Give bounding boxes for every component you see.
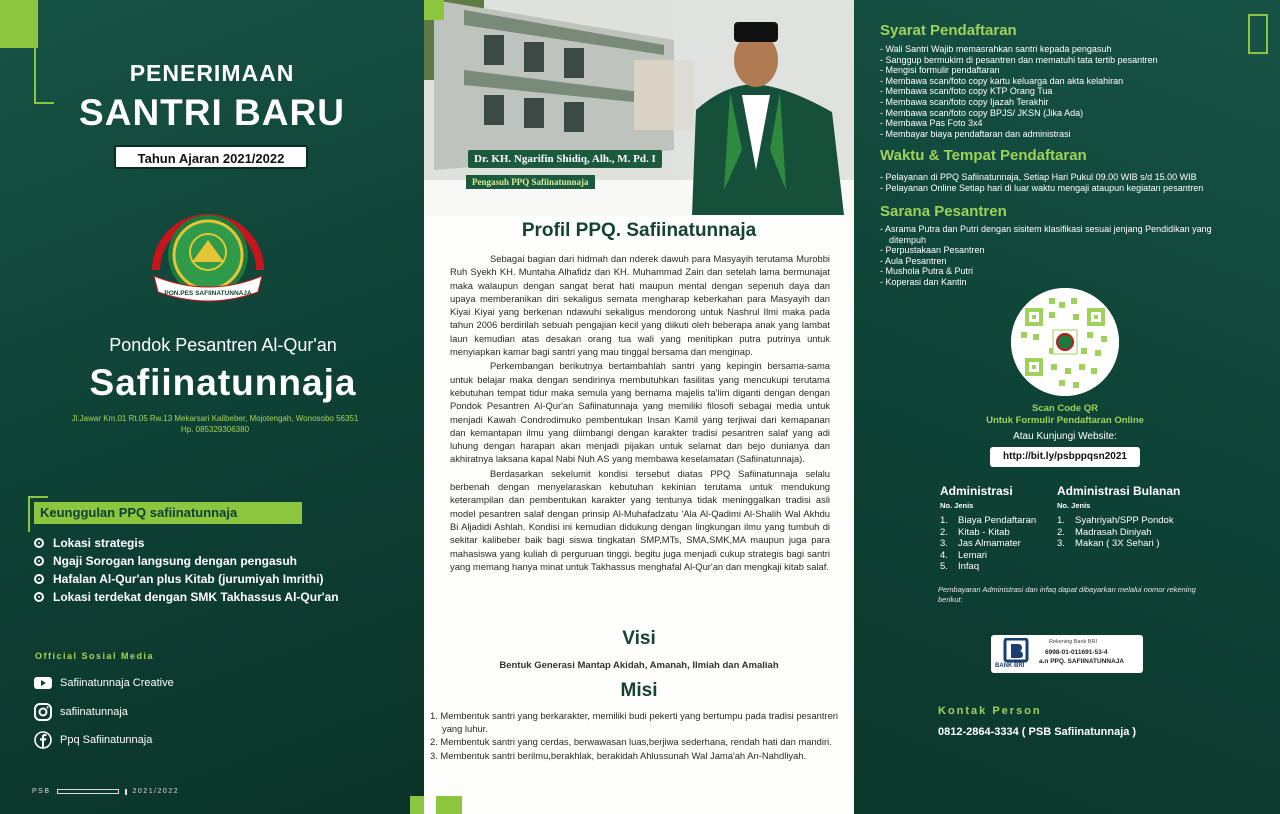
waktu-list xyxy=(880,172,1203,193)
monthly-header: No. Jenis xyxy=(1057,501,1091,510)
admin-item: 4. Lemari xyxy=(940,549,988,561)
bank-card xyxy=(991,635,1143,673)
misi-list xyxy=(430,709,854,762)
scan-instruction: Scan Code QR Untuk Formulir Pendaftaran Online xyxy=(986,403,1144,426)
admin-item: 5. Infaq xyxy=(940,561,980,573)
bank-label: Rekening Bank BRI xyxy=(1049,639,1097,645)
website-label: Atau Kunjungi Website: xyxy=(1013,431,1117,442)
monthly-item: 1. Syahriyah/SPP Pondok xyxy=(1057,515,1174,526)
person-name: Dr. KH. Ngarifin Shidiq, Alh., M. Pd. I xyxy=(468,150,662,168)
monthly-item: 2. Madrasah Diniyah xyxy=(1057,526,1152,538)
profile-paragraph: Berdasarkan sekelumit kondisi tersebut diatas PPQ Safiinatunnaja selalu berbenah dengan menyelaraskan kebutuhan kekinian terutama untuk mendukung keterampilan dan pembentukan karakter yang tentunya tidak meninggalkan tradisi asli model pesantren salaf dengan prinsip Al-Muhafadzatu 'Ala Al-Qadimi Al-Shalih Wal Akhdu Bi Aljadidi Ashlah. Kondisi ini kemudian didukung dengan lingkungan ilmu yang tumbuh di sekitar kalibeber baik bagi siswa tingkatan SMP,MTs, SMA,SMK,MA maupun juga para mahasiswa yang kuliah di perguruan tinggi. begitu juga menjadi cukup strategis bagi santri yang memang hanya minat untuk Takhassus menghafal Al-Qur'an dan mengkaji kitab salaf. xyxy=(450,467,830,572)
syarat-title: Syarat Pendaftaran xyxy=(880,22,1017,39)
person-role: Pengasuh PPQ Safiinatunnaja xyxy=(466,175,595,189)
facebook-icon xyxy=(34,731,52,749)
sarana-item: - Koperasi dan Kantin xyxy=(880,276,967,287)
advantage-item: Lokasi strategis xyxy=(34,536,339,550)
syarat-item: - Membayar biaya pendaftaran dan administrasi xyxy=(880,128,1071,139)
academic-year-badge: Tahun Ajaran 2021/2022 xyxy=(114,145,308,169)
left-panel xyxy=(0,0,424,814)
monthly-item: 3. Makan ( 3X Sehari ) xyxy=(1057,538,1160,550)
misi-item: 3. Membentuk santri berilmu,berakhlak, berakidah Ahlussunah Wal Jama'ah An-Nahdliyah. xyxy=(430,749,807,761)
sarana-item: - Mushola Putra & Putri xyxy=(880,266,974,277)
syarat-item: - Wali Santri Wajib memasrahkan santri kepada pengasuh xyxy=(880,44,1112,54)
bank-logo-icon xyxy=(999,638,1039,666)
syarat-item: - Membawa Pas Foto 3x4 xyxy=(880,118,983,129)
visi-title: Visi xyxy=(622,628,656,649)
waktu-title: Waktu & Tempat Pendaftaran xyxy=(880,147,1087,164)
corner-accent xyxy=(424,0,444,20)
monthly-list xyxy=(1057,515,1174,550)
profile-paragraph: Perkembangan berikutnya bertambahlah santri yang kepingin bersama-sama untuk belajar maka dengan sendirinya membutuhkan fasilitas yang mencukupi terutama kebutuhan tempat tidur maka semula yang bernama majelis ta'lim diganti dengan dengan Pondok Pesantren Al-Qur'an Safiinatunnaja yang memiliki filosofi sebagai media untuk menjadi Kawah Condrodimuko pembentukan Insan Kamil yang terjiwai dari kemapanan dan kemantapan ilmu yang diimbangi dengan karakter tradisi pesantren salaf yang adi luhung dengan harapan akan menjadi pijakan untuk selamat dan bejo dunianya dan akhiratnya laksana kapal Nabi Nuh AS yang membawa keselamatan (Safiinatunnaja). xyxy=(450,360,830,465)
syarat-item: - Sanggup bermukim di pesantren dan mematuhi tata tertib pesantren xyxy=(880,54,1158,65)
profile-paragraph: Sebagai bagian dari hidmah dan nderek dawuh para Masyayih terutama Murobbi Ruh Syekh KH. Muntaha Alhafidz dan KH. Muhammad Zain dan setelah lama bermunajat maka walaupun dengan sangat berat hati maupun mental dengan sepenuh daya dan upaya memberanikan diri sekaligus semata mengharap keberkahan para Masyayih dan Kiyai Kiyai yang berkenan ndawuhi sekaligus mendorong untuk Nashrul Ilmi maka pada tahun 2006 berdirilah sebuah pengajian kecil yang diikuti oleh beberapa anak yang lambat laun kemudian atas desakan orang tua wali yang menitipkan putra putrinya untuk menyiapkan kamar bagi santri yang mau tinggal bersama dan menginap. xyxy=(450,253,830,358)
bullet-icon xyxy=(34,592,44,602)
corner-line xyxy=(1248,14,1268,54)
corner-accent xyxy=(0,0,38,48)
instagram-icon xyxy=(34,703,52,721)
youtube-icon xyxy=(34,676,52,690)
website-link[interactable]: http://bit.ly/psbppqsn2021 xyxy=(990,447,1140,467)
sarana-title: Sarana Pesantren xyxy=(880,203,1007,220)
bank-name: BANK BRI xyxy=(995,663,1025,669)
waktu-item: - Pelayanan di PPQ Safiinatunnaja, Setiap Hari Pukul 09.00 WIB s/d 15.00 WIB xyxy=(880,172,1197,182)
bullet-icon xyxy=(34,538,44,548)
bank-owner: a.n PPQ. SAFIINATUNNAJA xyxy=(1039,658,1125,665)
social-title: Official Sosial Media xyxy=(35,651,155,661)
syarat-list xyxy=(880,44,1158,139)
syarat-item: - Membawa scan/foto copy Ijazah Terakhir xyxy=(880,96,1049,107)
admin-header: No. Jenis xyxy=(940,501,974,510)
social-facebook[interactable]: Ppq Safiinatunnaja xyxy=(34,731,152,749)
social-youtube[interactable]: Safiinatunnaja Creative xyxy=(34,676,174,690)
admin-item: 1. Biaya Pendaftaran xyxy=(940,515,1037,526)
bullet-icon xyxy=(34,556,44,566)
advantages-list xyxy=(34,536,339,608)
advantage-item: Hafalan Al-Qur'an plus Kitab (jurumiyah Imrithi) xyxy=(34,572,339,586)
syarat-item: - Mengisi formulir pendaftaran xyxy=(880,65,1000,76)
social-instagram[interactable]: safiinatunnaja xyxy=(34,703,128,721)
footer-note: PSB 2021/2022 xyxy=(32,788,180,795)
misi-title: Misi xyxy=(620,680,658,701)
bank-account: 6998-01-011691-53-4 xyxy=(1045,649,1108,656)
waktu-item: - Pelayanan Online Setiap hari di luar waktu mengaji ataupun kegiatan pesantren xyxy=(880,182,1204,193)
admin-title: Administrasi xyxy=(940,484,1013,498)
contact-title: Kontak Person xyxy=(938,705,1042,717)
sarana-item: - Asrama Putra dan Putri dengan sisitem klasifikasi sesuai jenjang Pendidikan yang ditempuh xyxy=(880,224,1212,245)
right-panel xyxy=(854,0,1280,814)
advantages-title: Keunggulan PPQ safiinatunnaja xyxy=(34,502,302,524)
profile-text xyxy=(450,252,830,574)
visi-text: Bentuk Generasi Mantap Akidah, Amanah, Ilmiah dan Amaliah xyxy=(499,660,779,671)
payment-note: Pembayaran Administrasi dan infaq dapat dibayarkan melalui nomor rekening berikut: xyxy=(938,585,1196,604)
middle-panel xyxy=(424,0,854,814)
qr-code[interactable] xyxy=(1011,288,1119,396)
misi-item: 2. Membentuk santri yang cerdas, berwawasan luas,berjiwa sederhana, rendah hati dan mandiri. xyxy=(430,736,832,748)
sarana-item: - Perpustakaan Pesantren xyxy=(880,245,985,256)
sarana-list xyxy=(880,224,1240,288)
school-subtitle: Pondok Pesantren Al-Qur'an xyxy=(109,335,337,355)
admin-list xyxy=(940,515,1036,573)
contact-phone[interactable]: 0812-2864-3334 ( PSB Safiinatunnaja ) xyxy=(938,726,1137,738)
syarat-item: - Membawa scan/foto copy kartu keluarga dan akta kelahiran xyxy=(880,75,1124,86)
corner-accent xyxy=(410,796,424,814)
sarana-item: - Aula Pesantren xyxy=(880,255,947,266)
school-address: Jl.Jawar Km.01 Rt.05 Rw.13 Mekarsari Kalibeber, Mojotengah, Wonosobo 56351 Hp. 085329306380 xyxy=(71,414,359,434)
heading-line1: PENERIMAAN xyxy=(129,60,295,86)
syarat-item: - Membawa scan/foto copy BPJS/ JKSN (Jika Ada) xyxy=(880,107,1084,118)
svg-text:PON.PES SAFIINATUNNAJA: PON.PES SAFIINATUNNAJA xyxy=(164,290,252,297)
corner-accent xyxy=(436,796,462,814)
bullet-icon xyxy=(34,574,44,584)
school-logo xyxy=(148,200,268,310)
monthly-title: Administrasi Bulanan xyxy=(1057,484,1181,498)
syarat-item: - Membawa scan/foto copy KTP Orang Tua xyxy=(880,86,1053,97)
qr-code-icon xyxy=(1011,288,1119,396)
school-name: Safiinatunnaja xyxy=(89,362,357,403)
admin-item: 3. Jas Almamater xyxy=(940,538,1021,550)
advantage-item: Lokasi terdekat dengan SMK Takhassus Al-Qur'an xyxy=(34,590,339,604)
advantage-item: Ngaji Sorogan langsung dengan pengasuh xyxy=(34,554,339,568)
profile-title: Profil PPQ. Safiinatunnaja xyxy=(521,220,757,241)
misi-item: 1. Membentuk santri yang berkarakter, memiliki budi pekerti yang bertumpu pada tradisi pesantren yang luhur. xyxy=(430,710,839,735)
admin-item: 2. Kitab - Kitab xyxy=(940,526,1010,538)
heading-line2: SANTRI BARU xyxy=(79,92,345,133)
